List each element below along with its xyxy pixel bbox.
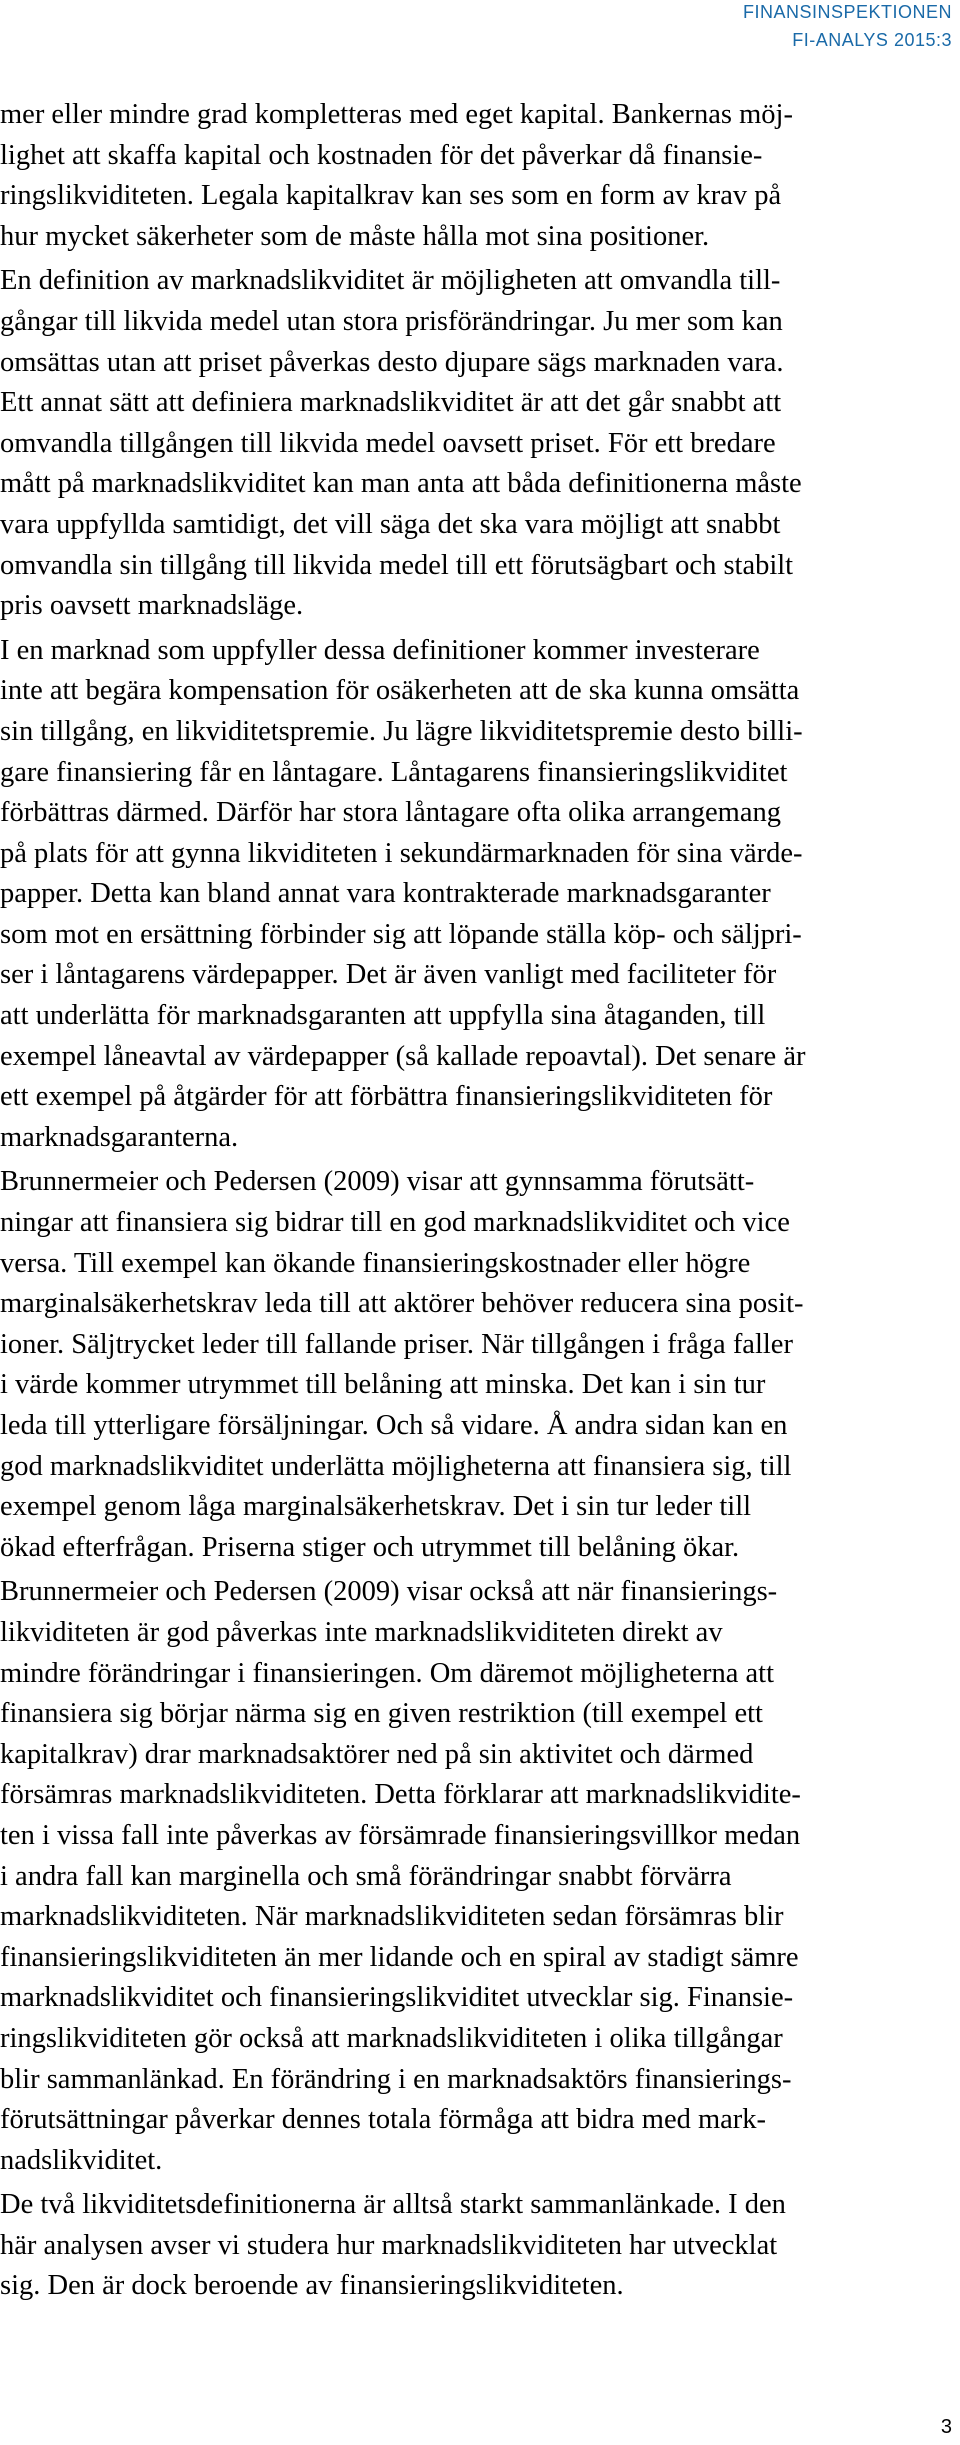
text-line: ökad efterfrågan. Priserna stiger och utrymmet till belåning ökar. <box>0 1531 740 1563</box>
text-line: finansiera sig börjar närma sig en given restriktion (till exempel ett <box>0 1698 763 1730</box>
body-text <box>0 95 948 2311</box>
text-line: marknadslikviditeten. När marknadslikviditeten sedan försämras blir <box>0 1901 784 1933</box>
text-line: ringslikviditeten gör också att marknadslikviditeten i olika tillgångar <box>0 2022 783 2054</box>
text-line: omvandla sin tillgång till likvida medel till ett förutsägbart och stabilt <box>0 549 794 581</box>
paragraph <box>0 1572 948 2181</box>
text-line: Brunnermeier och Pedersen (2009) visar att gynnsamma förutsätt- <box>0 1166 755 1198</box>
text-line: ett exempel på åtgärder för att förbättra finansieringslikviditeten för <box>0 1081 773 1113</box>
text-line: ten i vissa fall inte påverkas av försämrade finansieringsvillkor medan <box>0 1819 801 1851</box>
text-line: mer eller mindre grad kompletteras med eget kapital. Bankernas möj- <box>0 99 793 130</box>
text-line: i andra fall kan marginella och små förändringar snabbt förvärra <box>0 1860 732 1892</box>
agency-name: FINANSINSPEKTIONEN <box>742 2 952 22</box>
text-line: Brunnermeier och Pedersen (2009) visar också att när finansierings- <box>0 1576 778 1608</box>
text-line: att underlätta för marknadsgaranten att uppfylla sina åtaganden, till <box>0 1000 766 1032</box>
text-line: sin tillgång, en likviditetspremie. Ju lägre likviditetspremie desto billi- <box>0 715 803 747</box>
text-line: versa. Till exempel kan ökande finansieringskostnader eller högre <box>0 1247 751 1279</box>
text-line: som mot en ersättning förbinder sig att löpande ställa köp- och säljpri- <box>0 918 802 950</box>
text-line: ringslikviditeten. Legala kapitalkrav kan ses som en form av krav på <box>0 180 782 212</box>
text-line: marknadslikviditet och finansieringslikviditet utvecklar sig. Finansie- <box>0 1982 794 2014</box>
page-number: 3 <box>940 2416 952 2438</box>
report-id: FI-ANALYS 2015:3 <box>792 30 952 50</box>
text-line: marknadsgaranterna. <box>0 1121 239 1153</box>
text-line: försämras marknadslikviditeten. Detta förklarar att marknadslikvidite- <box>0 1779 801 1811</box>
paragraph <box>0 2185 948 2307</box>
text-line: i värde kommer utrymmet till belåning att minska. Det kan i sin tur <box>0 1369 766 1401</box>
text-line: omsättas utan att priset påverkas desto djupare sägs marknaden vara. <box>0 346 784 378</box>
text-line: hur mycket säkerheter som de måste hålla mot sina positioner. <box>0 220 710 252</box>
text-line: Ett annat sätt att definiera marknadslikviditet är att det går snabbt att <box>0 387 782 419</box>
text-line: De två likviditetsdefinitionerna är alltså starkt sammanlänkade. I den <box>0 2189 786 2221</box>
paragraph <box>0 95 948 257</box>
text-line: mått på marknadslikviditet kan man anta att båda definitionerna måste <box>0 468 802 500</box>
text-line: ioner. Säljtrycket leder till fallande priser. När tillgången i fråga faller <box>0 1328 793 1360</box>
text-line: mindre förändringar i finansieringen. Om däremot möjligheterna att <box>0 1657 774 1689</box>
text-line: likviditeten är god påverkas inte marknadslikviditeten direkt av <box>0 1616 723 1648</box>
text-line: förbättras därmed. Därför har stora låntagare ofta olika arrangemang <box>0 797 781 829</box>
page-header <box>452 0 952 52</box>
text-line: på plats för att gynna likviditeten i sekundärmarknaden för sina värde- <box>0 837 803 869</box>
text-line: exempel låneavtal av värdepapper (så kallade repoavtal). Det senare är <box>0 1040 806 1072</box>
text-line: här analysen avser vi studera hur marknadslikviditeten har utvecklat <box>0 2229 778 2261</box>
text-line: inte att begära kompensation för osäkerheten att de ska kunna omsätta <box>0 675 800 707</box>
text-line: sig. Den är dock beroende av finansieringslikviditeten. <box>0 2270 624 2302</box>
paragraph <box>0 261 948 626</box>
text-line: god marknadslikviditet underlätta möjligheterna att finansiera sig, till <box>0 1450 792 1482</box>
text-line: marginalsäkerhetskrav leda till att aktörer behöver reducera sina posit- <box>0 1288 804 1320</box>
paragraph <box>0 1162 948 1568</box>
text-line: exempel genom låga marginalsäkerhetskrav. Det i sin tur leder till <box>0 1491 752 1523</box>
text-line: ser i låntagarens värdepapper. Det är även vanligt med faciliteter för <box>0 959 777 991</box>
text-line: ningar att finansiera sig bidrar till en god marknadslikviditet och vice <box>0 1207 790 1239</box>
text-line: gångar till likvida medel utan stora prisförändringar. Ju mer som kan <box>0 305 783 337</box>
text-line: En definition av marknadslikviditet är möjligheten att omvandla till- <box>0 265 781 297</box>
text-line: I en marknad som uppfyller dessa definitioner kommer investerare <box>0 634 760 666</box>
text-line: blir sammanlänkad. En förändring i en marknadsaktörs finansierings- <box>0 2063 792 2095</box>
text-line: nadslikviditet. <box>0 2144 163 2176</box>
paragraph <box>0 631 948 1159</box>
text-line: finansieringslikviditeten än mer lidande och en spiral av stadigt sämre <box>0 1941 799 1973</box>
text-line: leda till ytterligare försäljningar. Och så vidare. Å andra sidan kan en <box>0 1410 788 1441</box>
text-line: gare finansiering får en låntagare. Låntagarens finansieringslikviditet <box>0 756 788 788</box>
text-line: lighet att skaffa kapital och kostnaden för det påverkar då finansie- <box>0 139 763 171</box>
text-line: pris oavsett marknadsläge. <box>0 590 304 622</box>
text-line: omvandla tillgången till likvida medel oavsett priset. För ett bredare <box>0 427 776 459</box>
text-line: förutsättningar påverkar dennes totala förmåga att bidra med mark- <box>0 2104 767 2136</box>
text-line: vara uppfyllda samtidigt, det vill säga det ska vara möjligt att snabbt <box>0 508 781 540</box>
text-line: papper. Detta kan bland annat vara kontrakterade marknadsgaranter <box>0 878 771 910</box>
text-line: kapitalkrav) drar marknadsaktörer ned på sin aktivitet och därmed <box>0 1738 754 1770</box>
